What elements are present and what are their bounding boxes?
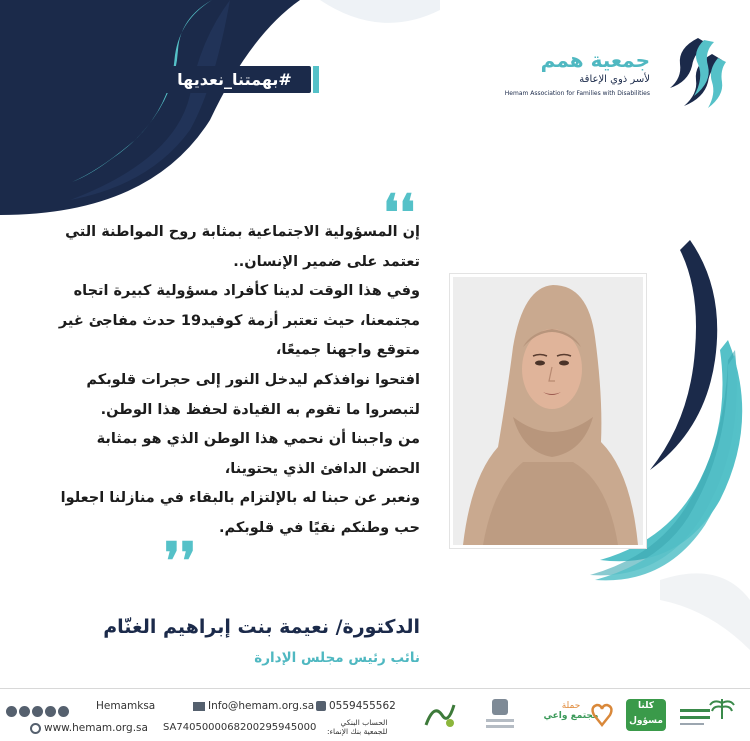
portrait-photo	[453, 277, 643, 545]
social-icons	[6, 701, 71, 720]
website-text: www.hemam.org.sa	[44, 722, 148, 734]
logo-english: Hemam Association for Families with Disabilities	[504, 90, 650, 97]
open-quote-icon: ❛❛	[383, 183, 416, 242]
author-name: الدكتورة/ نعيمة بنت إبراهيم الغنّام	[103, 616, 420, 638]
author-title: نائب رئيس مجلس الإدارة	[254, 650, 420, 666]
quote-line: إن المسؤولية الاجتماعية بمثابة روح المواطنة التي	[65, 224, 420, 240]
ministry-logo	[676, 695, 742, 735]
social-handle-text: Hemamksa	[96, 700, 156, 712]
hashtag-text: #بهمتنا_نعديها	[177, 70, 292, 89]
partner-logo-responsible	[626, 695, 668, 735]
quote-line: حب وطنكم نقيًا في قلوبكم.	[218, 519, 420, 536]
hashtag-accent-bar	[313, 66, 319, 93]
phone-number[interactable]	[316, 700, 396, 712]
quote-line: وفي هذا الوقت لدينا كأفراد مسؤولية كبيرة اتجاه	[73, 283, 420, 300]
bank-label	[327, 718, 387, 736]
association-logo	[504, 34, 730, 114]
campaign-label: حملة	[561, 701, 581, 711]
quote-line: الحضن الدافئ الذي يحتوينا،	[224, 460, 420, 477]
facebook-icon[interactable]	[58, 706, 69, 717]
email-text: Info@hemam.org.sa	[208, 700, 315, 712]
quote-line: من واجبنا أن نحمي هذا الوطن الذي هو بمثابة	[96, 431, 420, 448]
phone-icon	[316, 701, 326, 711]
website-link[interactable]	[30, 722, 148, 734]
portrait-frame	[449, 273, 647, 549]
portrait-illustration	[453, 277, 643, 545]
bank-iban: SA7405000068200295945000	[163, 722, 317, 733]
logo-name: جمعية همم	[540, 48, 650, 72]
instagram-icon[interactable]	[45, 706, 56, 717]
quote-line: تعتمد على ضمير الإنسان..	[233, 253, 420, 270]
social-handle[interactable]	[96, 700, 155, 712]
youtube-icon[interactable]	[6, 706, 17, 717]
partner-text: كلنا مسؤول	[626, 699, 666, 731]
close-quote-icon: ❜❜	[164, 531, 197, 590]
quote-line: ونعبر عن حبنا له بالإلتزام بالبقاء في منازلنا اجعلوا	[60, 490, 420, 507]
quote-line: افتحوا نوافذكم ليدخل النور إلى حجرات قلوبكم	[86, 371, 420, 388]
partner-logo	[420, 695, 460, 735]
twitter-icon[interactable]	[32, 706, 43, 717]
quote-line: لتبصروا ما تقوم به القيادة لحفظ هذا الوطن.	[100, 401, 420, 418]
quote-line: مجتمعنا، حيث تعتبر أزمة كوفيد19 حدث مفاجئ غير	[58, 312, 420, 329]
bank-label-line: الحساب البنكي	[340, 718, 388, 727]
quote-text	[30, 218, 420, 544]
palm-emblem-icon	[676, 695, 742, 735]
quote-line: متوقع واجهنا جميعًا،	[275, 342, 420, 359]
partner-heart-logo	[590, 695, 614, 735]
hashtag-banner	[158, 66, 311, 93]
email-link[interactable]	[193, 700, 314, 712]
phone-text: 0559455562	[329, 700, 396, 712]
bank-label-line: للجمعية بنك الإنماء:	[327, 727, 388, 736]
heart-icon	[590, 695, 614, 735]
logo-subtitle: لأسر ذوي الإعاقة	[579, 74, 650, 85]
logo-mark-icon	[658, 34, 730, 114]
snapchat-icon[interactable]	[19, 706, 30, 717]
globe-icon	[30, 723, 41, 734]
calligraphy-logo-icon	[420, 695, 460, 735]
council-logo-icon	[480, 695, 520, 735]
partner-logo	[480, 695, 520, 735]
partner-text: مجتمع واعي	[543, 711, 599, 721]
footer	[0, 688, 750, 741]
envelope-icon	[193, 702, 205, 711]
